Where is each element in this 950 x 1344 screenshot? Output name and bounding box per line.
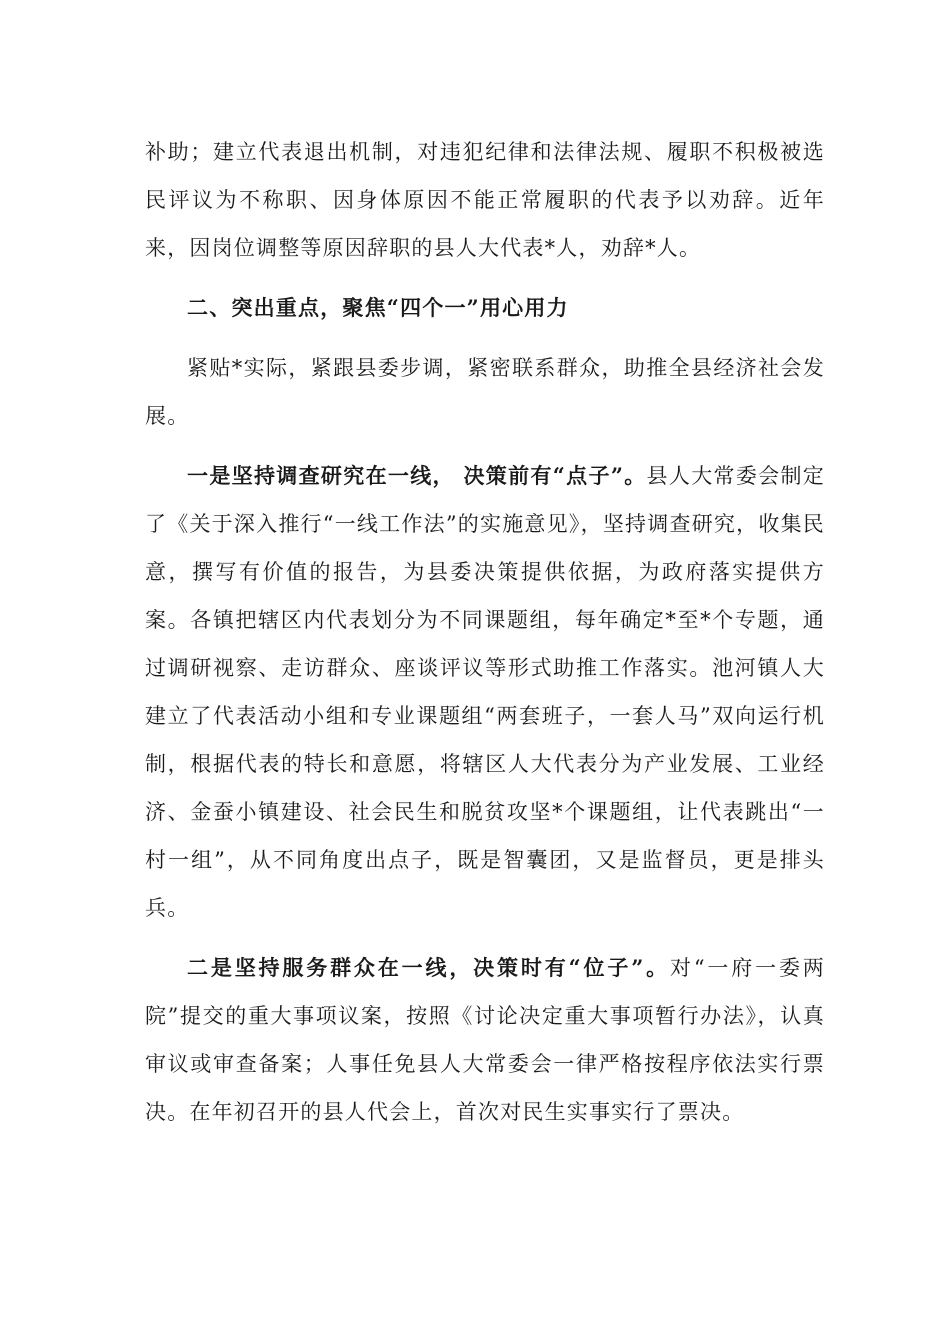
point-two-lead: 二是坚持服务群众在一线，决策时有“位子”。 [187, 955, 670, 980]
paragraph-intro: 紧贴*实际，紧跟县委步调，紧密联系群众，助推全县经济社会发展。 [145, 356, 825, 428]
document-body [145, 128, 825, 1148]
paragraph-point-one [145, 452, 825, 932]
point-two-body: 对“一府一委两院”提交的重大事项议案，按照《讨论决定重大事项暂行办法》，认真审议或审查备案；人事任免县人大常委会一律严格按程序依法实行票决。在年初召开的县人代会上，首次对民生实事实行了票决。 [145, 956, 825, 1124]
paragraph-continuation: 补助；建立代表退出机制，对违犯纪律和法律法规、履职不积极被选民评议为不称职、因身体原因不能正常履职的代表予以劝辞。近年来，因岗位调整等原因辞职的县人大代表*人，劝辞*人。 [145, 140, 825, 260]
point-one-lead: 一是坚持调查研究在一线， 决策前有“点子”。 [187, 463, 647, 488]
section-heading: 二、突出重点，聚焦“四个一”用心用力 [187, 295, 569, 320]
point-one-body: 县人大常委会制定了《关于深入推行“一线工作法”的实施意见》，坚持调查研究，收集民意，撰写有价值的报告，为县委决策提供依据，为政府落实提供方案。各镇把辖区内代表划分为不同课题组，每年确定*至*个专题，通过调研视察、走访群众、座谈评议等形式助推工作落实。池河镇人大建立了代表活动小组和专业课题组“两套班子，一套人马”双向运行机制，根据代表的特长和意愿，将辖区人大代表分为产业发展、工业经济、金蚕小镇建设、社会民生和脱贫攻坚*个课题组，让代表跳出“一村一组”，从不同角度出点子，既是智囊团，又是监督员，更是排头兵。 [145, 464, 825, 920]
paragraph-point-two [145, 944, 825, 1136]
